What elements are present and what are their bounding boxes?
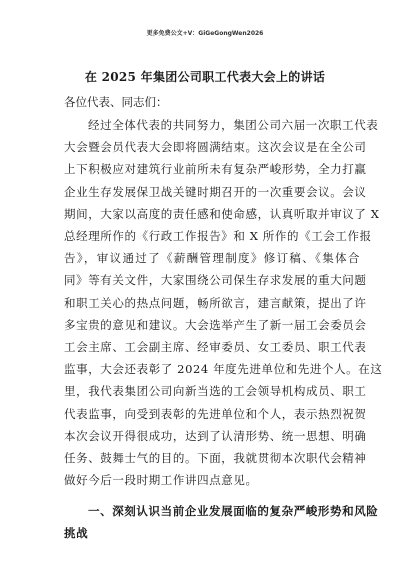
paragraph-line: 本次会议开得很成功，达到了认清形势、统一思想、明确	[64, 428, 367, 443]
section-heading-line: 一、深刻认识当前企业发展面临的复杂严峻形势和风险	[88, 504, 379, 518]
paragraph-line: 大会暨会员代表大会即将圆满结束。这次会议是在全公司	[64, 140, 367, 155]
paragraph-line: 同》等有关文件，大家围绕公司保生存求发展的重大问题	[64, 273, 367, 288]
document-title: 在 2025 年集团公司职工代表大会上的讲话	[84, 70, 326, 84]
paragraph-line: 和职工关心的热点问题，畅所欲言，建言献策，提出了许	[64, 295, 367, 310]
paragraph-line: 工会主席、工会副主席、经审委员、女工委员、职工代表	[64, 340, 367, 354]
paragraph-line: 总经理所作的《行政工作报告》和 X 所作的《工会工作报	[64, 229, 372, 243]
paragraph-line: 告》，审议通过了《薪酬管理制度》修订稿、《集体合	[64, 251, 360, 266]
paragraph-line: 监事，大会还表彰了 2024 年度先进单位和先进个人。在这	[64, 362, 383, 377]
paragraph-line: 多宝贵的意见和建议。大会选举产生了新一届工会委员会	[64, 317, 367, 332]
paragraph-line: 里，我代表集团公司向新当选的工会领导机构成员、职工	[64, 384, 367, 399]
salutation: 各位代表、同志们：	[64, 95, 168, 109]
paragraph-line: 期间，大家以高度的责任感和使命感，认真听取并审议了 X	[64, 206, 380, 221]
section-heading-line: 挑战	[64, 526, 89, 541]
header-note: 更多免费公文+V：GiGeGongWen2026	[146, 30, 264, 37]
paragraph-line: 任务、鼓舞士气的目的。下面，我就贯彻本次职代会精神	[64, 451, 367, 465]
paragraph-line: 企业生存发展保卫战关键时期召开的一次重要会议。会议	[64, 184, 367, 199]
paragraph-line: 经过全体代表的共同努力，集团公司六届一次职工代表	[88, 118, 379, 132]
paragraph-line: 做好今后一段时期工作讲四点意见。	[64, 473, 258, 488]
paragraph-line: 上下积极应对建筑行业前所未有复杂严峻形势，全力打赢	[64, 162, 367, 177]
paragraph-line: 代表监事，向受到表彰的先进单位和个人，表示热烈祝贺	[64, 406, 367, 421]
